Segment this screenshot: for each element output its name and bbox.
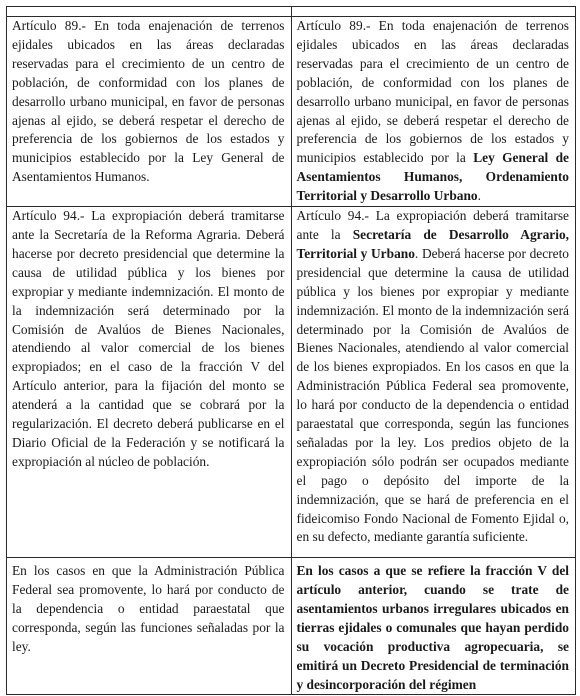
continuation-current-text	[7, 558, 292, 695]
continuation-left-paragraph: En los casos en que la Administración Pública Federal sea promovente, lo hará por conducto de la dependencia o entidad paraestatal que corresponda, según las funciones señaladas por la ley.	[12, 563, 285, 654]
article-94-right-paragraph	[297, 207, 570, 547]
article-94-proposed-text	[291, 207, 576, 558]
continuation-right-paragraph	[297, 562, 570, 694]
article-89-proposed-text	[291, 17, 576, 207]
article-94-right-bold: Secretaría de Desarrollo Agrario, Territorial y Urbano	[296, 226, 569, 261]
table-row-continuation	[7, 558, 576, 695]
header-cell-left	[7, 7, 292, 17]
header-cell-right	[291, 7, 576, 17]
article-94-left-paragraph: Artículo 94.- La expropiación deberá tramitarse ante la Secretaría de la Reforma Agraria. Deberá hacerse por decreto presidencial que determine la causa de utilidad pública y los bienes por expropiar y mediante indemnización. El monto de la indemnización será determinado por la Comisión de Avalúos de Bienes Nacionales, atendiendo al valor comercial de los bienes expropiados; en el caso de la fracción V del Artículo anterior, para la fijación del monto se atenderá a la cantidad que se cobrará por la regularización. El decreto deberá publicarse en el Diario Oficial de la Federación y se notificará la expropiación al núcleo de población.	[12, 208, 285, 469]
article-94-current-text	[7, 207, 292, 558]
continuation-right-bold: En los casos a que se refiere la fracción V del artículo anterior, cuando se trate de asentamientos urbanos irregulares ubicados en tierras ejidales o comunales que hayan perdido su vocación productiva agropecuaria, se emitirá un Decreto Presidencial de terminación y desincorporación del régimen	[296, 563, 569, 692]
table-header-row	[7, 7, 576, 17]
article-89-right-end: .	[477, 188, 481, 204]
article-94-right-plain-1: Artículo 94.- La expropiación deberá tramitarse ante la	[296, 208, 569, 242]
article-89-right-bold: Ley General de Asentamientos Humanos, Ordenamiento Territorial y Desarrollo Urbano	[296, 150, 569, 204]
article-89-left-paragraph: Artículo 89.- En toda enajenación de terrenos ejidales ubicados en las áreas declaradas reservadas para el crecimiento de un centro de población, de conformidad con los planes de desarrollo urbano municipal, en favor de personas ajenas al ejido, se deberá respetar el derecho de preferencia de los gobiernos de los estados y municipios establecido por la Ley General de Asentamientos Humanos.	[12, 18, 285, 185]
article-89-right-plain: Artículo 89.- En toda enajenación de terrenos ejidales ubicados en las áreas declaradas reservadas para el crecimiento de un centro de población, de conformidad con los planes de desarrollo urbano municipal, en favor de personas ajenas al ejido, se deberá respetar el derecho de preferencia de los gobiernos de los estados y municipios establecido por la	[296, 18, 569, 166]
article-89-right-paragraph	[297, 17, 570, 206]
article-94-right-plain-2: . Deberá hacerse por decreto presidencial que determine la causa de utilidad pública y los bienes por expropiar y mediante indemnización. El monto de la indemnización será determinado por la Comisión de Avalúos de Bienes Nacionales, atendiendo al valor comercial de los bienes expropiados. En los casos en que la Administración Pública Federal sea promovente, lo hará por conducto de la dependencia o entidad paraestatal que corresponda, según las funciones señaladas por la ley. Los predios objeto de la expropiación sólo podrán ser ocupados mediante el pago o depósito del importe de la indemnización, que se hará de preferencia en el fideicomiso Fondo Nacional de Fomento Ejidal o, en su defecto, mediante garantía suficiente.	[296, 245, 569, 545]
continuation-proposed-text	[291, 558, 576, 695]
comparison-table	[6, 6, 576, 695]
article-89-current-text	[7, 17, 292, 207]
table-row-article-89	[7, 17, 576, 207]
table-row-article-94	[7, 207, 576, 558]
